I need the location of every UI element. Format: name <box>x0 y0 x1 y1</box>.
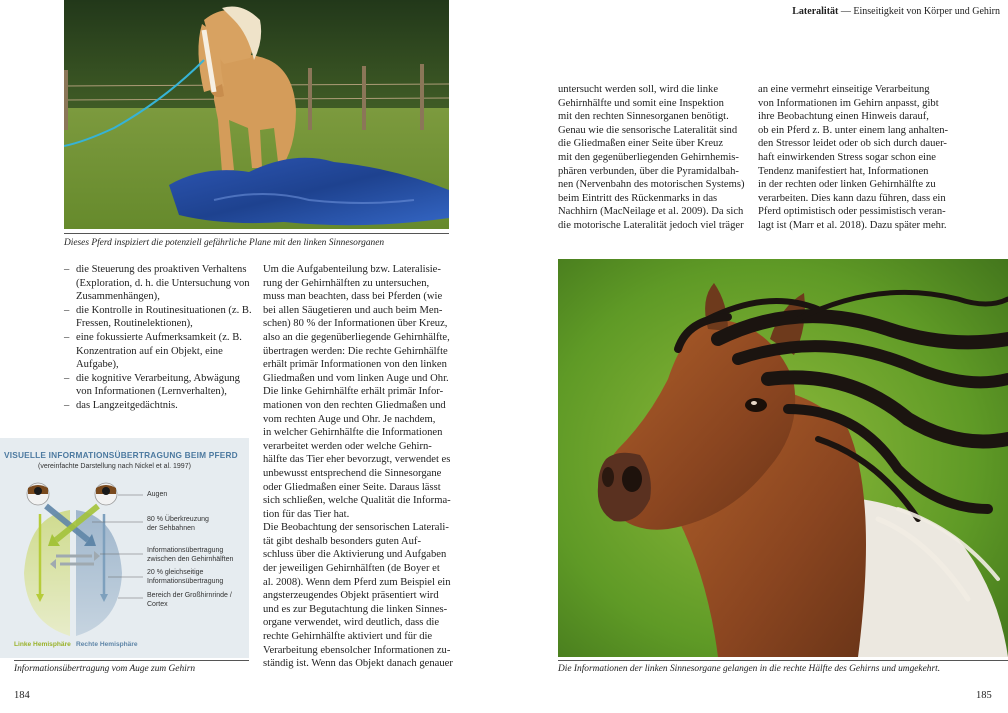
list-item: – eine fokussierte Aufmerksamkeit (z. B. Konzentration auf ein Objekt, eine Aufgabe), <box>64 331 242 371</box>
running-header <box>760 6 1000 17</box>
caption-rule-right <box>558 660 1008 661</box>
page-number-right: 185 <box>976 690 992 701</box>
list-item: – das Langzeitgedächtnis. <box>64 399 178 411</box>
list-item: – die Kontrolle in Routinesituationen (z. B. Fressen, Routinelektionen), <box>64 304 252 330</box>
list-item: – die kognitive Verarbeitung, Abwägung von Informationen (Lernverhalten), <box>64 372 240 398</box>
left-eye-icon <box>27 483 49 505</box>
label-simultaneous: 20 % gleichseitige Informationsübertragung <box>147 569 224 585</box>
label-left-hemisphere: Linke Hemisphäre <box>14 641 71 648</box>
label-eyes: Augen <box>147 491 168 498</box>
header-section: Lateralität <box>792 6 839 17</box>
header-separator: — <box>840 6 851 17</box>
list-item: – die Steuerung des proaktiven Verhaltens (Exploration, d. h. die Untersuchung von Zusammenhängen), <box>64 264 250 303</box>
caption-top-left: Dieses Pferd inspiziert die potenziell gefährliche Plane mit den linken Sinnesorganen <box>64 238 385 248</box>
right-hemisphere-shape <box>76 510 122 636</box>
right-column-1: untersucht werden soll, wird die linke Gehirnhälfte und somit eine Inspektion mit den rechten Sinnesorganen benötigt. Genau wie die sensorische Lateralität sind die Gliedmaßen einer Seite über Kreuz mit den gegenüberliegenden Gehirnhemis- phären verbunden, über die Pyramidalbah- nen (Nervenbahn des motorischen Systems) beim Eintritt des Rückenmarks in das Nachhirn (MacNeilage et al. 2009). Da sich die motorische Lateralität jedoch viel träger <box>558 84 745 231</box>
caption-right: Die Informationen der linken Sinnesorgane gelangen in die rechte Hälfte des Gehirns und umgekehrt. <box>558 664 941 674</box>
page-number-left: 184 <box>14 690 30 701</box>
caption-rule-infographic <box>14 660 249 661</box>
left-list <box>64 263 252 413</box>
label-right-hemisphere: Rechte Hemisphäre <box>76 641 138 648</box>
infographic-subtitle: (vereinfachte Darstellung nach Nickel et al. 1997) <box>38 463 191 470</box>
middle-column: Um die Aufgabenteilung bzw. Lateralisie- rung der Gehirnhälften zu untersuchen, muss man beachten, dass bei Pferden (wie bei allen Säugetieren und auch beim Men- schen) 80 % der Informationen über Kreuz, also an die gegenüberliegende Gehirnhälfte, übertragen werden: Die rechte Gehirnhälfte erhält primär Informationen von den linken Gliedmaßen und vom linken Auge und Ohr. Die linke Gehirnhälfte erhält primär Infor- mationen von den rechten Gliedmaßen und vom rechten Auge und Ohr. Je nachdem, in welcher Gehirnhälfte die Informationen verarbeitet werden oder welche Gehirn- hälfte das Tier eher bevorzugt, verwendet es unbewusst entsprechend die Sinnesorgane oder Gliedmaßen einer Seite. Daraus lässt sich schließen, welche Qualität die Informa- tion für das Tier hat. Die Beobachtung der sensorischen Laterali- tät gibt deshalb besonders guten Auf- schluss über die Aktivierung und Aufgaben der jeweiligen Gehirnhälften (de Boyer et al. 2008). Wenn dem Pferd zum Beispiel ein angsterzeugendes Objekt präsentiert wird und es zur Begutachtung die linken Sinnes- organe verwendet, wird deutlich, dass die rechte Gehirnhälfte aktiviert und für die Verarbeitung ebensolcher Informationen zu- ständig ist. Wenn das Objekt danach genauer <box>263 264 453 670</box>
header-subtitle: Einseitigkeit von Körper und Gehirn <box>853 6 1000 17</box>
photo-horse-head-image <box>558 259 1008 657</box>
right-column-2: an eine vermehrt einseitige Verarbeitung von Informationen im Gehirn anpasst, gibt ihre Beobachtung einen Hinweis darauf, ob ein Pferd z. B. unter einem lang anhalten- den Stressor leidet oder ob sich durch dauer- haft einwirkenden Stress sogar schon eine Tendenz manifestiert hat, Informationen in der rechten oder linken Gehirnhälfte zu verarbeiten. Dies kann dazu führen, dass ein Pferd optimistisch oder pessimistisch veran- lagt ist (Marr et al. 2018). Dazu später mehr. <box>758 84 949 231</box>
label-cortex: Bereich der Großhirnrinde / Cortex <box>147 592 232 608</box>
infographic-title: VISUELLE INFORMATIONSÜBERTRAGUNG BEIM PFERD <box>4 450 238 460</box>
photo-horse-tarp <box>64 0 449 229</box>
left-hemisphere-shape <box>24 510 70 636</box>
photo-horse-head <box>558 259 1008 657</box>
caption-infographic: Informationsübertragung vom Auge zum Gehirn <box>14 664 196 674</box>
label-transfer: Informationsübertragung zwischen den Gehirnhälften <box>147 547 234 563</box>
right-eye-icon <box>95 483 117 505</box>
caption-rule-top-left <box>64 233 449 234</box>
label-crossing: 80 % Überkreuzung der Sehbahnen <box>147 516 209 532</box>
photo-horse-tarp-image <box>64 0 449 229</box>
